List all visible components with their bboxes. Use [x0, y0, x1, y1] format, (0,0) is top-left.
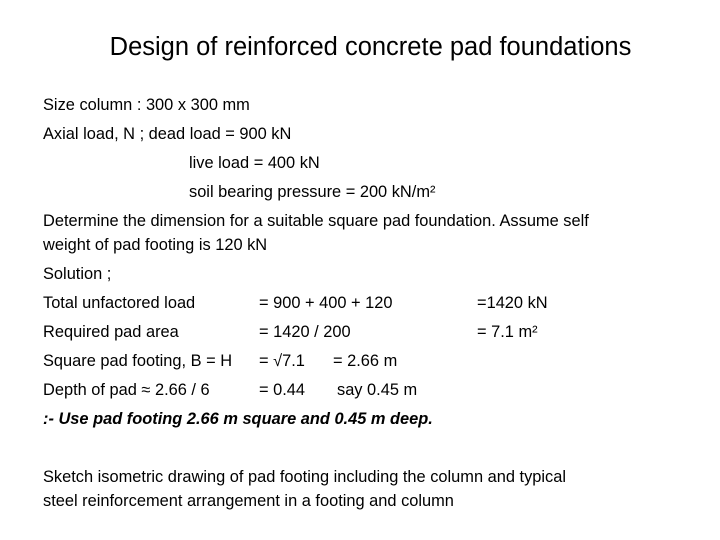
row-4-result: say 0.45 m: [337, 381, 418, 399]
soil-pressure-text: soil bearing pressure = 200 kN/m²: [189, 183, 436, 201]
row-1-result: =1420 kN: [477, 294, 548, 312]
conclusion-text: :- Use pad footing 2.66 m square and 0.45 m deep.: [43, 410, 433, 428]
row-3-expr: = √7.1: [259, 352, 305, 370]
problem-line-2: weight of pad footing is 120 kN: [43, 236, 268, 254]
sketch-line-1: Sketch isometric drawing of pad footing including the column and typical: [43, 468, 566, 486]
row-2-expr: = 1420 / 200: [259, 323, 351, 341]
column-size-text: Size column : 300 x 300 mm: [43, 96, 250, 114]
slide-title: Design of reinforced concrete pad foundations: [109, 33, 632, 61]
row-1-label: Total unfactored load: [43, 294, 196, 312]
row-3-result: = 2.66 m: [333, 352, 398, 370]
row-4-expr: = 0.44: [259, 381, 306, 399]
axial-dead-load-text: Axial load, N ; dead load = 900 kN: [43, 125, 292, 143]
row-4-label: Depth of pad ≈ 2.66 / 6: [43, 381, 210, 399]
sketch-line-2: steel reinforcement arrangement in a footing and column: [43, 492, 454, 510]
row-2-label: Required pad area: [43, 323, 179, 341]
problem-line-1: Determine the dimension for a suitable square pad foundation. Assume self: [43, 212, 589, 230]
solution-heading: Solution ;: [43, 265, 112, 283]
row-1-expr: = 900 + 400 + 120: [259, 294, 393, 312]
row-3-label: Square pad footing, B = H: [43, 352, 233, 370]
row-2-result: = 7.1 m²: [477, 323, 538, 341]
live-load-text: live load = 400 kN: [189, 154, 320, 172]
